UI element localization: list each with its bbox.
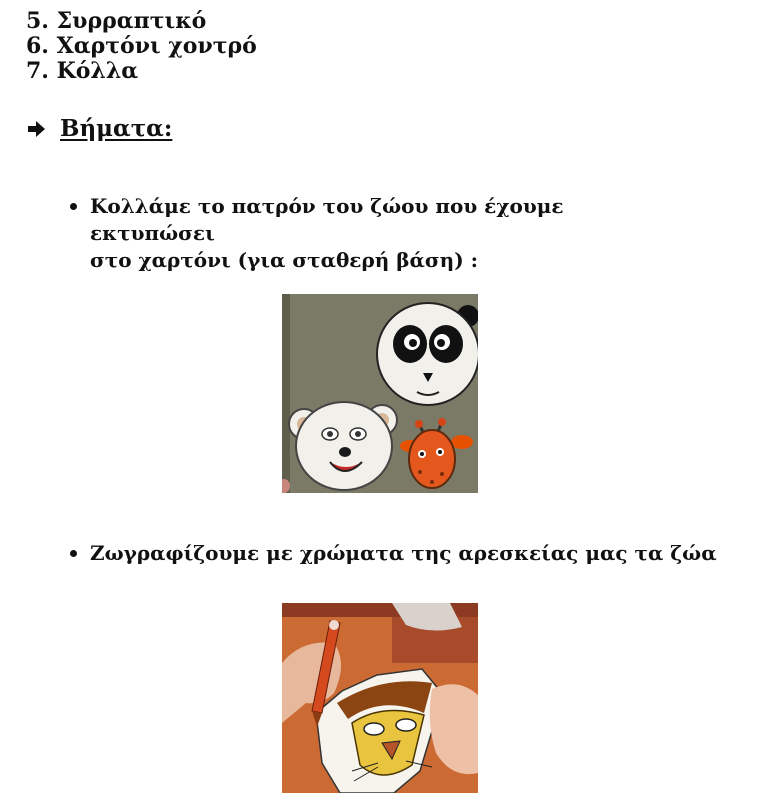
animal-masks-photo [282, 294, 478, 493]
step-text [90, 540, 717, 567]
step-text-line: Κολλάμε το πατρόν του ζώου που έχουμε εκτυπώσει [90, 194, 564, 245]
step-item [70, 540, 720, 567]
material-item: 7. Κόλλα [26, 58, 139, 84]
steps-heading [26, 115, 172, 142]
step-text-line: Ζωγραφίζουμε με χρώματα της αρεσκείας μας τα ζώα [90, 541, 717, 565]
step-text-line: στο χαρτόνι (για σταθερή βάση) : [90, 248, 479, 272]
right-arrow-icon [26, 119, 46, 139]
step-item [70, 193, 670, 274]
bullet-dot-icon [70, 203, 77, 210]
steps-heading-text: Βήματα: [60, 115, 173, 142]
materials-list [26, 9, 257, 84]
step-text [90, 193, 670, 274]
material-item: 5. Συρραπτικό [26, 8, 207, 34]
material-item: 6. Χαρτόνι χοντρό [26, 33, 257, 59]
bullet-dot-icon [70, 550, 77, 557]
coloring-lion-photo [282, 603, 478, 793]
